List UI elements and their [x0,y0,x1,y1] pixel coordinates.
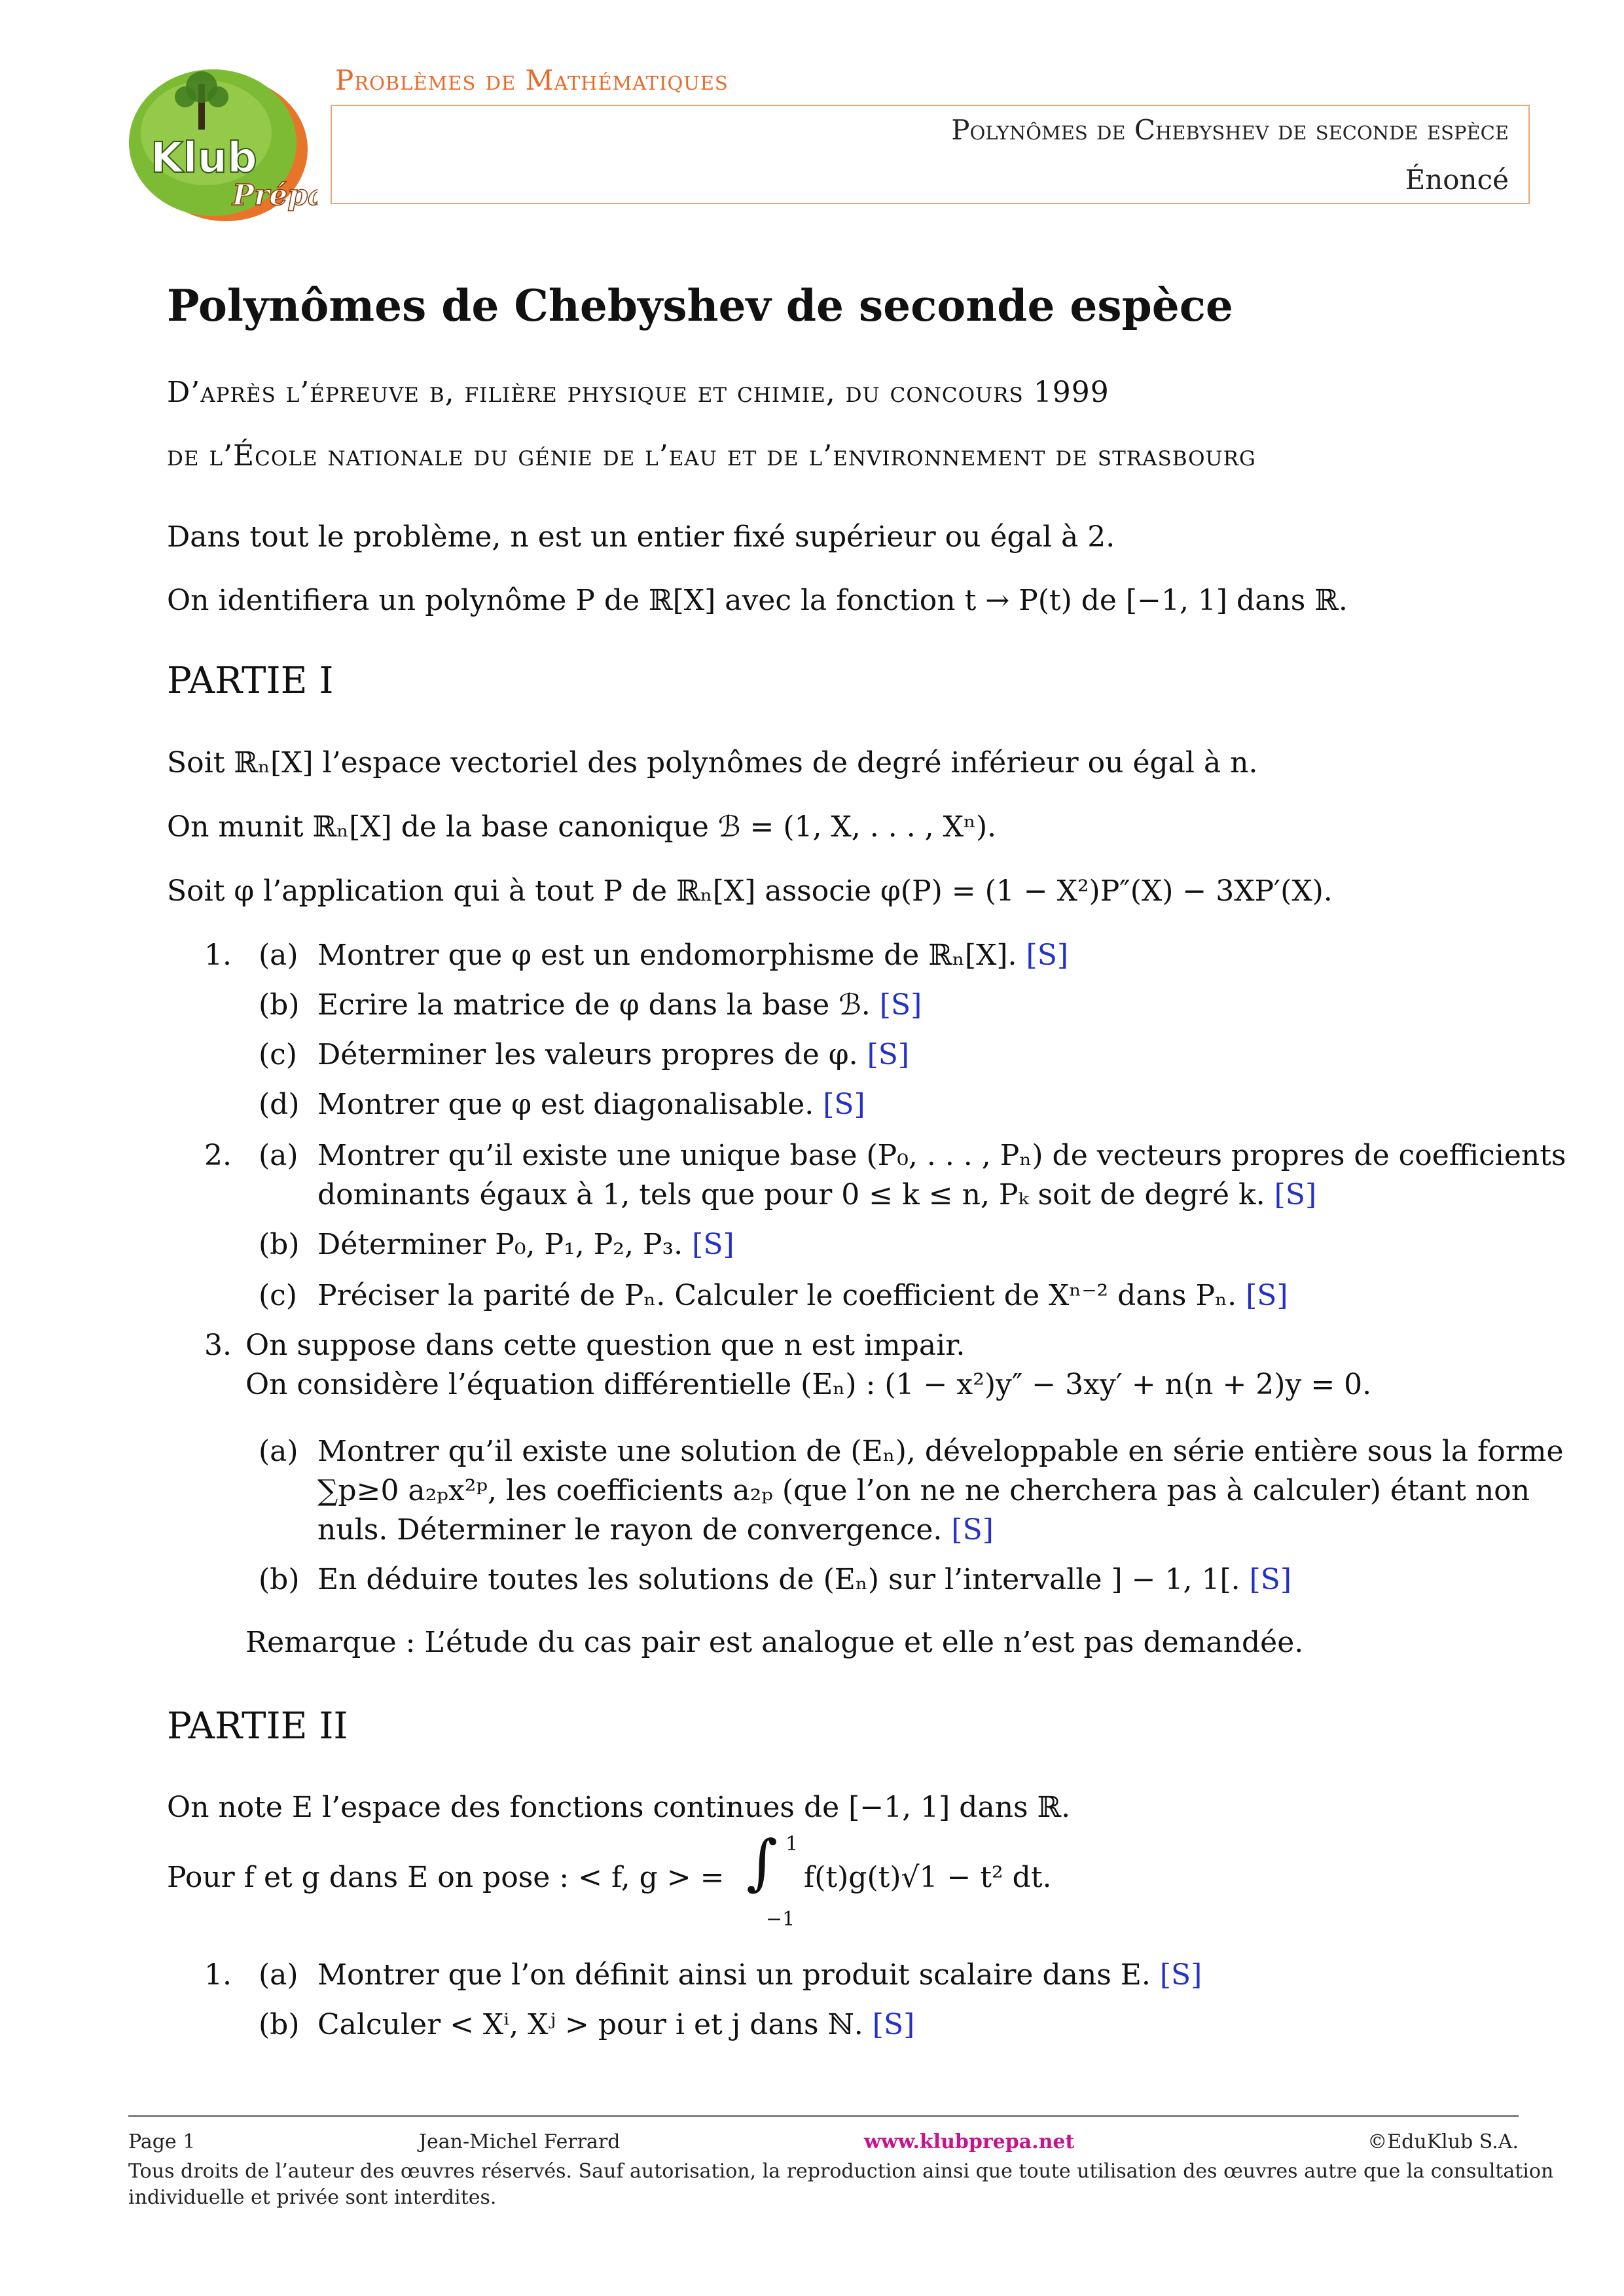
header-subtitle: Énoncé [1405,164,1509,196]
part-2-paragraph-1: On note E l’espace des fonctions continues de [−1, 1] dans ℝ. [167,1791,1071,1824]
question-text: Déterminer P₀, P₁, P₂, P₃. [317,1228,683,1261]
origin-line-2: de l’École nationale du génie de l’eau et de l’environnement de strasbourg [167,439,1256,473]
solution-link[interactable]: [S] [867,1038,910,1071]
subquestion-label: (a) [259,1958,298,1992]
question-item [317,988,922,1023]
question-item [317,939,1068,973]
footer-copyright: ©EduKlub S.A. [1367,2130,1519,2153]
subquestion-label: (b) [259,1228,300,1261]
klubprepa-logo [115,58,317,224]
subquestion-label: (c) [259,1038,297,1071]
question-text: Calculer < Xⁱ, Xʲ > pour i et j dans ℕ. [317,2008,863,2041]
question-text-line: Montrer qu’il existe une unique base (P₀, . . . , Pₙ) de vecteurs propres de coefficients [317,1139,1566,1172]
question-item [317,1279,1288,1314]
footer-page-number: Page 1 [128,2130,196,2153]
question-number: 2. [204,1139,232,1172]
origin-line-1: D’après l’épreuve b, filière physique et chimie, du concours 1999 [167,376,1110,409]
question-text: dominants égaux à 1, tels que pour 0 ≤ k ≤ n, Pₖ soit de degré k. [317,1178,1265,1211]
question-item [317,1178,1316,1213]
header-title: Polynômes de Chebyshev de seconde espèce [951,114,1509,146]
solution-link[interactable]: [S] [872,2008,915,2041]
footer-author: Jean-Michel Ferrard [419,2130,621,2153]
question-item [317,1958,1202,1993]
question-3-equation: On considère l’équation différentielle (Eₙ) : (1 − x²)y″ − 3xy′ + n(n + 2)y = 0. [245,1368,1372,1401]
intro-paragraph-2: On identifiera un polynôme P de ℝ[X] avec la fonction t → P(t) de [−1, 1] dans ℝ. [167,584,1348,617]
subquestion-label: (d) [259,1088,300,1121]
question-item [317,1228,734,1263]
question-text: nuls. Déterminer le rayon de convergence. [317,1513,943,1547]
series-title: Problèmes de Mathématiques [335,64,729,96]
subquestion-label: (a) [259,1139,298,1172]
part-1-paragraph-2: On munit ℝₙ[X] de la base canonique ℬ = (1, X, . . . , Xⁿ). [167,810,997,844]
solution-link[interactable]: [S] [879,988,922,1022]
subquestion-label: (b) [259,988,300,1022]
svg-text:Prépa: Prépa [232,179,317,212]
question-text: Préciser la parité de Pₙ. Calculer le coefficient de Xⁿ⁻² dans Pₙ. [317,1279,1237,1312]
question-text: En déduire toutes les solutions de (Eₙ) sur l’intervalle ] − 1, 1[. [317,1563,1240,1596]
question-text: Montrer que l’on définit ainsi un produit scalaire dans E. [317,1958,1151,1992]
question-item [317,2008,914,2043]
document-title: Polynômes de Chebyshev de seconde espèce [167,280,1233,331]
question-text: Montrer que φ est un endomorphisme de ℝₙ[X]. [317,939,1017,972]
question-item [317,1088,865,1122]
question-text: Montrer que φ est diagonalisable. [317,1088,814,1121]
subquestion-label: (b) [259,1563,300,1596]
part-1-paragraph-1: Soit ℝₙ[X] l’espace vectoriel des polynômes de degré inférieur ou égal à n. [167,746,1258,780]
subquestion-label: (a) [259,1435,298,1468]
inner-product-definition-prefix: Pour f et g dans E on pose : < f, g > = [167,1861,725,1894]
subquestion-label: (c) [259,1279,297,1312]
part-1-paragraph-3: Soit φ l’application qui à tout P de ℝₙ[X] associe φ(P) = (1 − X²)P″(X) − 3XP′(X). [167,874,1333,908]
logo-text: Klub [151,134,257,183]
remark: Remarque : L’étude du cas pair est analogue et elle n’est pas demandée. [245,1626,1304,1659]
subquestion-label: (b) [259,2008,300,2041]
footer-rights-line-1: Tous droits de l’auteur des œuvres réservés. Sauf autorisation, la reproduction ainsi que toute utilisation des œuvres autre que la consultation [128,2160,1554,2183]
footer-divider [128,2115,1519,2117]
part-2-heading: PARTIE II [167,1705,348,1748]
question-text-line: Montrer qu’il existe une solution de (Eₙ), développable en série entière sous la forme [317,1435,1564,1468]
question-item [317,1038,909,1073]
footer-rights-line-2: individuelle et privée sont interdites. [128,2186,497,2209]
question-number: 1. [204,1958,232,1992]
solution-link[interactable]: [S] [951,1513,994,1547]
integral-upper-bound: 1 [785,1833,799,1856]
intro-paragraph-1: Dans tout le problème, n est un entier fixé supérieur ou égal à 2. [167,520,1115,554]
integrand: f(t)g(t)√1 − t² dt. [804,1861,1052,1894]
header-box [331,105,1530,204]
solution-link[interactable]: [S] [1274,1178,1317,1211]
solution-link[interactable]: [S] [1249,1563,1292,1596]
subquestion-label: (a) [259,939,298,972]
footer-site-link[interactable]: www.klubprepa.net [864,2130,1075,2153]
integral-lower-bound: −1 [766,1908,795,1931]
question-number: 1. [204,939,232,972]
integral-sign: ∫ [746,1827,778,1897]
question-number: 3. [204,1329,232,1362]
solution-link[interactable]: [S] [692,1228,734,1261]
question-text: Déterminer les valeurs propres de φ. [317,1038,858,1071]
solution-link[interactable]: [S] [1026,939,1069,972]
question-text: Ecrire la matrice de φ dans la base ℬ. [317,988,871,1022]
part-1-heading: PARTIE I [167,660,334,702]
solution-link[interactable]: [S] [1159,1958,1202,1992]
solution-link[interactable]: [S] [823,1088,865,1121]
question-item [317,1513,994,1548]
question-text-line: ∑p≥0 a₂ₚx²ᵖ, les coefficients a₂ₚ (que l’on ne ne cherchera pas à calculer) étant non [317,1474,1530,1507]
solution-link[interactable]: [S] [1246,1279,1288,1312]
question-3-intro: On suppose dans cette question que n est impair. [245,1329,965,1362]
question-item [317,1563,1291,1598]
